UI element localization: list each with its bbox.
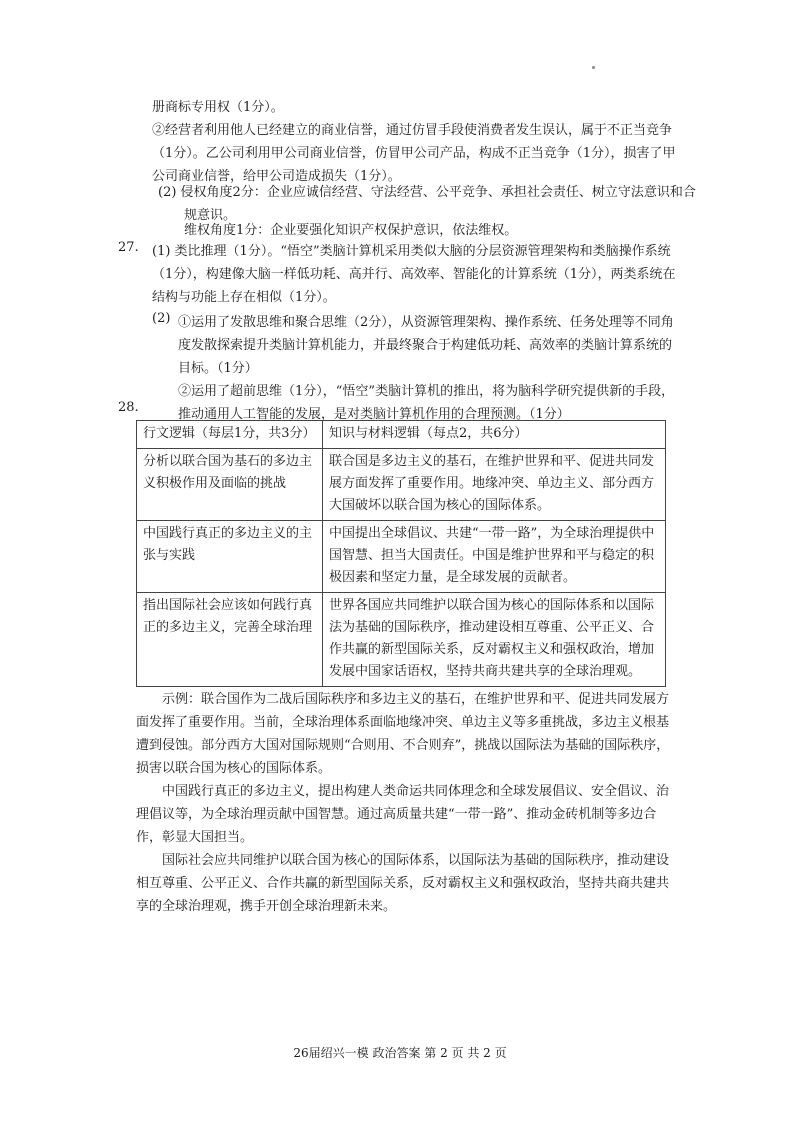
example-paragraph: 中国践行真正的多边主义，提出构建人类命运共同体理念和全球发展倡议、安全倡议、治理倡议等，为全球治理贡献中国智慧。通过高质量共建“一带一路”、推动金砖机制等多边合作，彰显大国担当。: [136, 784, 670, 845]
q26-line-trademark: 册商标专用权（1分）。: [152, 100, 284, 115]
table-header-row: [137, 421, 666, 449]
example-paragraph: 国际社会应共同维护以联合国为核心的国际体系，以国际法为基础的国际秩序，推动建设相互尊重、公平正义、合作共赢的新型国际关系，反对霸权主义和强权政治，坚持共商共建共享的全球治理观，携手开创全球治理新未来。: [136, 853, 670, 914]
table-cell: 指出国际社会应该如何践行真正的多边主义，完善全球治理: [137, 593, 323, 687]
page-footer: 26届绍兴一模 政治答案 第 2 页 共 2 页: [293, 1046, 507, 1060]
table-row: [137, 521, 666, 593]
table-cell: 世界各国应共同维护以联合国为核心的国际体系和以国际法为基础的国际秩序，推动建设相互尊重、公平正义、合作共赢的新型国际关系，反对霸权主义和强权政治，增加发展中国家话语权，坚持共商共建共享的全球治理观。: [323, 593, 666, 687]
q28-number: 28.: [118, 400, 139, 415]
q26-part2-rights: [184, 219, 678, 242]
table-header-cell: 行文逻辑（每层1分，共3分）: [137, 421, 323, 449]
q27-answer: [118, 240, 680, 426]
q27-part2-number: (2): [152, 311, 171, 326]
table-cell: 中国提出全球倡议、共建“一带一路”，为全球治理提供中国智慧、担当大国责任。中国是维护世界和平与稳定的积极因素和坚定力量，是全球发展的贡献者。: [323, 521, 666, 593]
q27-part2-divergent: ①运用了发散思维和聚合思维（2分），从资源管理架构、操作系统、任务处理等不同角度发散探索提升类脑计算机能力，并最终聚合于构建低功耗、高效率的类脑计算系统的目标。（1分）: [178, 315, 674, 376]
q26-unfair-competition: ②经营者利用他人已经建立的商业信誉，通过仿冒手段使消费者发生误认，属于不正当竞争（1分）。乙公司利用甲公司商业信誉，仿冒甲公司产品，构成不正当竞争（1分），损害了甲公司商业信誉，给甲公司造成损失（1分）。: [152, 123, 676, 184]
q27-number: 27.: [118, 240, 139, 255]
q27-part1: (1) 类比推理（1分）。“悟空”类脑计算机采用类似大脑的分层资源管理架构和类脑操作系统（1分），构建像大脑一样低功耗、高并行、高效率、智能化的计算系统（1分），两类系统在结构与功能上存在相似（1分）。: [152, 244, 676, 305]
table-cell: 中国践行真正的多边主义的主张与实践: [137, 521, 323, 593]
table-row: [137, 593, 666, 687]
table-cell: 联合国是多边主义的基石，在维护世界和平、促进共同发展方面发挥了重要作用。地缘冲突、单边主义、部分西方大国破坏以联合国为核心的国际体系。: [323, 449, 666, 521]
q26-part2-text: (2) 侵权角度2分：企业应诚信经营、守法经营、公平竞争、承担社会责任、树立守法意识和合规意识。: [158, 185, 696, 223]
scan-dot: [592, 66, 595, 69]
table-row: [137, 449, 666, 521]
q26-part1-continued: [152, 96, 682, 188]
table-header-cell: 知识与材料逻辑（每点2，共6分）: [323, 421, 666, 449]
example-paragraph: 示例：联合国作为二战后国际秩序和多边主义的基石，在维护世界和平、促进共同发展方面发挥了重要作用。当前，全球治理体系面临地缘冲突、单边主义等多重挑战，多边主义根基遭到侵蚀。部分西方大国对国际规则“合则用、不合则弃”，挑战以国际法为基础的国际秩序，损害以联合国为核心的国际体系。: [136, 692, 670, 776]
q28-example-essay: [136, 688, 676, 918]
table-cell: 分析以联合国为基石的多边主义积极作用及面临的挑战: [137, 449, 323, 521]
q28-scoring-table: [136, 420, 666, 687]
q27-part2-forward: ②运用了超前思维（1分），“悟空”类脑计算机的推出，将为脑科学研究提供新的手段，推动通用人工智能的发展，是对类脑计算机作用的合理预测。（1分）: [178, 384, 675, 422]
q26-rights-text: 维权角度1分：企业要强化知识产权保护意识，依法维权。: [184, 223, 518, 238]
